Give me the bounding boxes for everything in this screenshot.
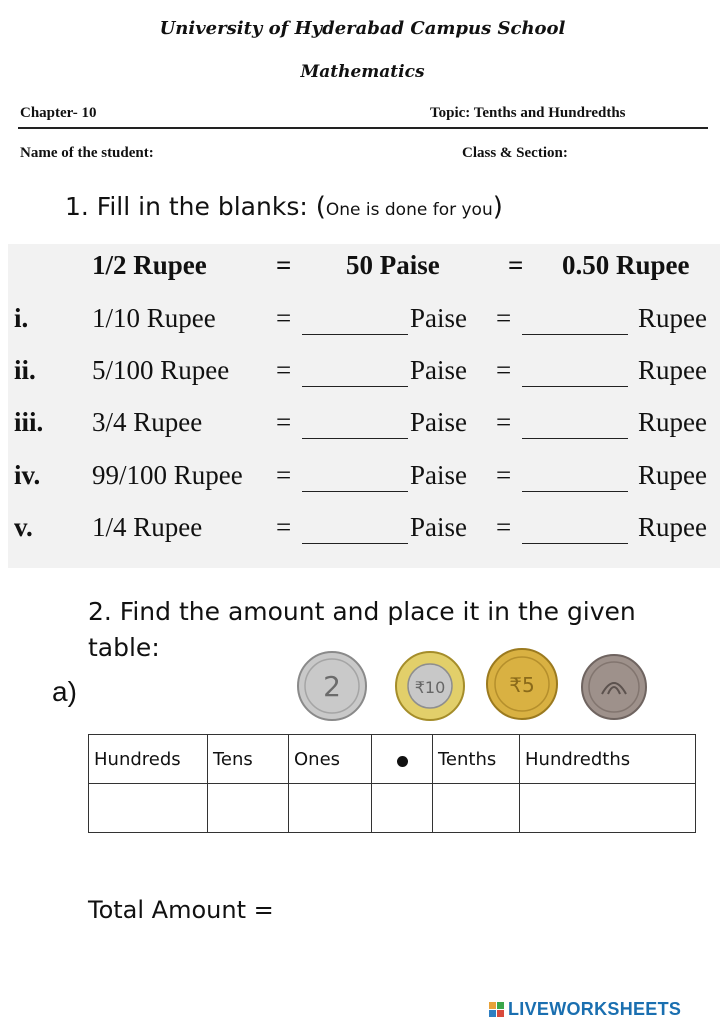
rupee-blank[interactable] xyxy=(522,543,628,544)
two-rupee-coin-icon xyxy=(294,650,372,722)
header-hundredths: Hundredths xyxy=(520,735,696,784)
row-paise-unit: Paise xyxy=(410,303,467,333)
paise-blank[interactable] xyxy=(302,334,408,335)
row-fraction: 99/100 Rupee xyxy=(92,460,243,490)
row-fraction: 5/100 Rupee xyxy=(92,355,230,385)
table-answer-row xyxy=(89,784,696,833)
row-number: iii. xyxy=(14,407,44,437)
example-rupee: 0.50 Rupee xyxy=(562,250,690,280)
example-equals-2: = xyxy=(508,250,524,280)
table-header-row xyxy=(89,735,696,784)
answer-cell-hundredths[interactable] xyxy=(520,784,696,833)
row-paise-unit: Paise xyxy=(410,355,467,385)
row-paise-unit: Paise xyxy=(410,460,467,490)
chapter-label: Chapter- 10 xyxy=(20,105,97,121)
answer-cell-ones[interactable] xyxy=(289,784,372,833)
ten-rupee-coin-icon xyxy=(392,650,470,722)
row-number: ii. xyxy=(14,355,36,385)
svg-text:2: 2 xyxy=(323,670,341,703)
header-hundreds: Hundreds xyxy=(89,735,208,784)
row-equals-2: = xyxy=(496,407,512,437)
row-rupee-unit: Rupee xyxy=(638,355,707,385)
paise-blank[interactable] xyxy=(302,491,408,492)
header-ones: Ones xyxy=(289,735,372,784)
answer-cell-point[interactable] xyxy=(372,784,433,833)
part-a-label: a) xyxy=(52,676,77,707)
svg-text:₹10: ₹10 xyxy=(414,678,446,697)
five-rupee-coin-icon xyxy=(484,646,562,722)
row-equals: = xyxy=(276,407,292,437)
row-fraction: 3/4 Rupee xyxy=(92,407,203,437)
row-fraction: 1/4 Rupee xyxy=(92,512,203,542)
rupee-blank[interactable] xyxy=(522,438,628,439)
answer-cell-tenths[interactable] xyxy=(433,784,520,833)
question-1-title: 1. Fill in the blanks: (One is done for you) xyxy=(65,192,503,222)
row-equals: = xyxy=(276,460,292,490)
decimal-point-icon xyxy=(397,756,408,767)
rupee-blank[interactable] xyxy=(522,491,628,492)
header-decimal-point xyxy=(372,735,433,784)
one-rupee-coin-icon xyxy=(578,652,652,722)
row-rupee-unit: Rupee xyxy=(638,512,707,542)
row-equals: = xyxy=(276,355,292,385)
answer-cell-hundreds[interactable] xyxy=(89,784,208,833)
header-divider xyxy=(18,127,708,129)
row-rupee-unit: Rupee xyxy=(638,303,707,333)
topic-label: Topic: Tenths and Hundredths xyxy=(430,105,626,121)
rupee-blank[interactable] xyxy=(522,386,628,387)
row-equals-2: = xyxy=(496,512,512,542)
student-name-label: Name of the student: xyxy=(20,145,154,161)
place-value-table xyxy=(88,734,696,833)
example-equals: = xyxy=(276,250,292,280)
row-paise-unit: Paise xyxy=(410,512,467,542)
total-amount-label: Total Amount = xyxy=(88,896,274,924)
row-number: v. xyxy=(14,512,33,542)
rupee-blank[interactable] xyxy=(522,334,628,335)
answer-cell-tens[interactable] xyxy=(208,784,289,833)
row-number: iv. xyxy=(14,460,41,490)
class-section-label: Class & Section: xyxy=(462,145,568,161)
row-paise-unit: Paise xyxy=(410,407,467,437)
paise-blank[interactable] xyxy=(302,543,408,544)
paise-blank[interactable] xyxy=(302,386,408,387)
row-equals-2: = xyxy=(496,355,512,385)
row-equals: = xyxy=(276,512,292,542)
row-rupee-unit: Rupee xyxy=(638,460,707,490)
row-rupee-unit: Rupee xyxy=(638,407,707,437)
liveworksheets-brand: LIVEWORKSHEETS xyxy=(508,999,682,1019)
school-name: University of Hyderabad Campus School xyxy=(159,18,566,39)
row-equals-2: = xyxy=(496,460,512,490)
question-1-note: One is done for you xyxy=(325,200,493,220)
row-number: i. xyxy=(14,303,29,333)
paise-blank[interactable] xyxy=(302,438,408,439)
header-tens: Tens xyxy=(208,735,289,784)
liveworksheets-logo-icon xyxy=(489,1000,505,1018)
row-fraction: 1/10 Rupee xyxy=(92,303,216,333)
svg-text:₹5: ₹5 xyxy=(509,673,535,697)
example-fraction: 1/2 Rupee xyxy=(92,250,207,280)
question-2-title: 2. Find the amount and place it in the given table: xyxy=(88,597,636,662)
example-paise: 50 Paise xyxy=(346,250,440,280)
header-tenths: Tenths xyxy=(433,735,520,784)
row-equals-2: = xyxy=(496,303,512,333)
subject-title: Mathematics xyxy=(300,62,425,82)
row-equals: = xyxy=(276,303,292,333)
